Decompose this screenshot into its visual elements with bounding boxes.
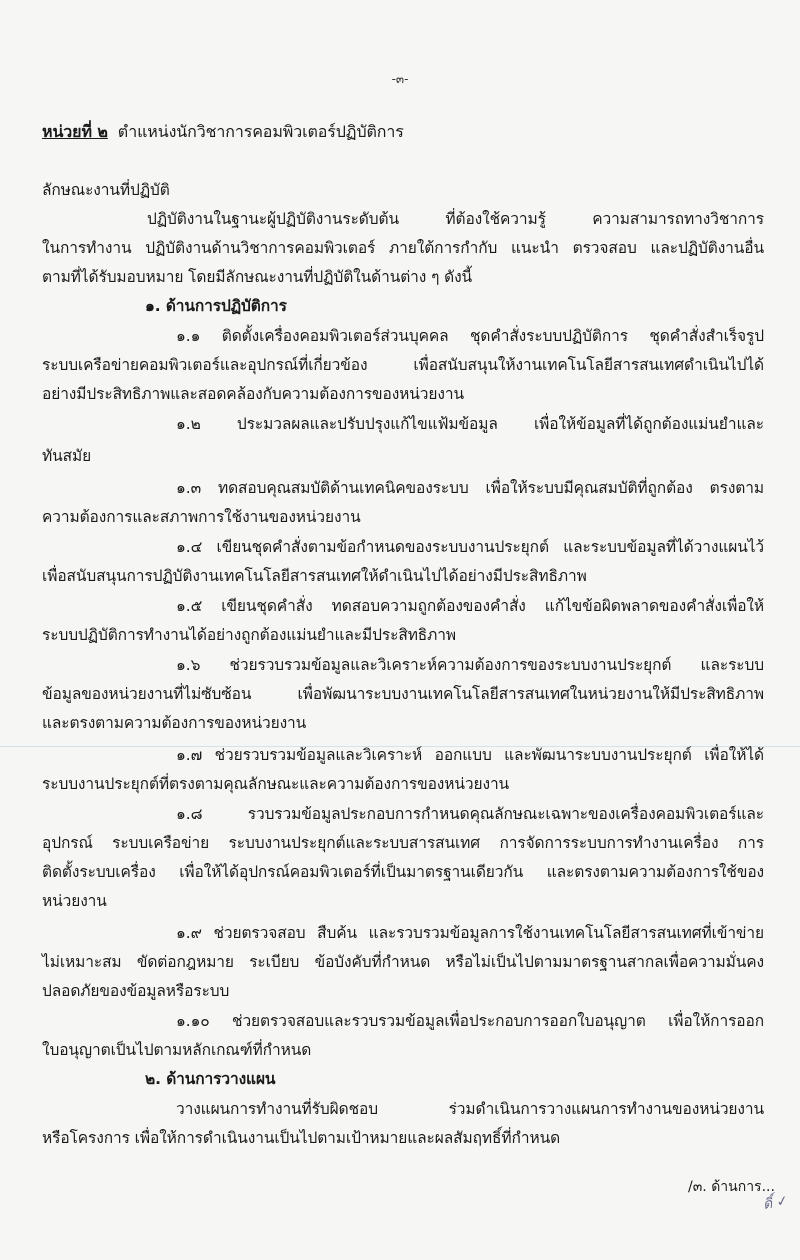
item-1-8-line: ติดตั้งระบบเครื่อง เพื่อให้ได้อุปกรณ์คอมพิวเตอร์ที่เป็นมาตรฐานเดียวกัน และตรงตามความต้องการใช้ของ (42, 863, 764, 881)
item-1-9-line: ๑.๙ ช่วยตรวจสอบ สืบค้น และรวบรวมข้อมูลการใช้งานเทคโนโลยีสารสนเทศที่เข้าข่าย (176, 924, 764, 942)
section-1-heading: ๑. ด้านการปฏิบัติการ (145, 297, 287, 315)
item-1-7-line: ๑.๗ ช่วยรวบรวมข้อมูลและวิเคราะห์ ออกแบบ และพัฒนาระบบงานประยุกต์ เพื่อให้ได้ (176, 746, 764, 764)
item-1-9-line: ปลอดภัยของข้อมูลหรือระบบ (42, 982, 230, 1000)
item-1-1-line: อย่างมีประสิทธิภาพและสอดคล้องกับความต้องการของหน่วยงาน (42, 385, 464, 403)
section-2-heading: ๒. ด้านการวางแผน (145, 1070, 276, 1088)
page-number: -๓- (391, 72, 409, 86)
handwritten-initials: ดิ์ ✓ (761, 1192, 790, 1214)
item-1-6-line: และตรงตามความต้องการของหน่วยงาน (42, 714, 307, 732)
item-1-10-line: ใบอนุญาตเป็นไปตามหลักเกณฑ์ที่กำหนด (42, 1041, 312, 1059)
item-1-3-line: ๑.๓ ทดสอบคุณสมบัติด้านเทคนิคของระบบ เพื่อให้ระบบมีคุณสมบัติที่ถูกต้อง ตรงตาม (176, 479, 764, 497)
intro-line: ตามที่ได้รับมอบหมาย โดยมีลักษณะงานที่ปฏิบัติในด้านต่าง ๆ ดังนี้ (42, 268, 473, 286)
item-1-5-line: ระบบปฏิบัติการทำงานได้อย่างถูกต้องแม่นยำและมีประสิทธิภาพ (42, 626, 457, 644)
item-1-8-line: หน่วยงาน (42, 892, 107, 910)
item-1-6-line: ข้อมูลของหน่วยงานที่ไม่ซับซ้อน เพื่อพัฒนาระบบงานเทคโนโลยีสารสนเทศในหน่วยงานให้มีประสิทธิภาพ (42, 685, 764, 703)
item-1-8-line: ๑.๘ รวบรวมข้อมูลประกอบการกำหนดคุณลักษณะเฉพาะของเครื่องคอมพิวเตอร์และ (176, 805, 764, 823)
item-1-1-line: ๑.๑ ติดตั้งเครื่องคอมพิวเตอร์ส่วนบุคคล ชุดคำสั่งระบบปฏิบัติการ ชุดคำสั่งสำเร็จรูป (176, 327, 764, 345)
item-1-1-line: ระบบเครือข่ายคอมพิวเตอร์และอุปกรณ์ที่เกี่ยวข้อง เพื่อสนับสนุนให้งานเทคโนโลยีสารสนเทศดำเนินไปได้ (42, 356, 764, 374)
item-1-4-line: ๑.๔ เขียนชุดคำสั่งตามข้อกำหนดของระบบงานประยุกต์ และระบบข้อมูลที่ได้วางแผนไว้ (176, 538, 764, 556)
item-1-2-line: ๑.๒ ประมวลผลและปรับปรุงแก้ไขแฟ้มข้อมูล เพื่อให้ข้อมูลที่ได้ถูกต้องแม่นยำและ (176, 415, 764, 433)
unit-label: หน่วยที่ ๒ (42, 122, 108, 141)
position-title: ตำแหน่งนักวิชาการคอมพิวเตอร์ปฏิบัติการ (117, 122, 404, 141)
item-1-7-line: ระบบงานประยุกต์ที่ตรงตามคุณลักษณะและความต้องการของหน่วยงาน (42, 775, 510, 793)
intro-line: ในการทำงาน ปฏิบัติงานด้านวิชาการคอมพิวเตอร์ ภายใต้การกำกับ แนะนำ ตรวจสอบ และปฏิบัติงานอื่น (42, 239, 764, 257)
item-2-line: หรือโครงการ เพื่อให้การดำเนินงานเป็นไปตามเป้าหมายและผลสัมฤทธิ์ที่กำหนด (42, 1129, 561, 1147)
intro-line: ปฏิบัติงานในฐานะผู้ปฏิบัติงานระดับต้น ที่ต้องใช้ความรู้ ความสามารถทางวิชาการ (147, 210, 764, 228)
item-1-2-line: ทันสมัย (42, 447, 92, 465)
item-2-line: วางแผนการทำงานที่รับผิดชอบ ร่วมดำเนินการวางแผนการทำงานของหน่วยงาน (176, 1100, 764, 1118)
item-1-6-line: ๑.๖ ช่วยรวบรวมข้อมูลและวิเคราะห์ความต้องการของระบบงานประยุกต์ และระบบ (176, 656, 764, 674)
item-1-10-line: ๑.๑๐ ช่วยตรวจสอบและรวบรวมข้อมูลเพื่อประกอบการออกใบอนุญาต เพื่อให้การออก (176, 1012, 764, 1030)
document-title (42, 122, 404, 142)
item-1-9-line: ไม่เหมาะสม ขัดต่อกฎหมาย ระเบียบ ข้อบังคับที่กำหนด หรือไม่เป็นไปตามมาตรฐานสากลเพื่อความมั่นคง (42, 953, 764, 971)
item-1-8-line: อุปกรณ์ ระบบเครือข่าย ระบบงานประยุกต์และระบบสารสนเทศ การจัดการระบบการทำงานเครื่อง การ (42, 834, 764, 852)
continued-marker: /๓. ด้านการ... (688, 1179, 775, 1195)
item-1-5-line: ๑.๕ เขียนชุดคำสั่ง ทดสอบความถูกต้องของคำสั่ง แก้ไขข้อผิดพลาดของคำสั่งเพื่อให้ (176, 597, 764, 615)
item-1-3-line: ความต้องการและสภาพการใช้งานของหน่วยงาน (42, 508, 361, 526)
section-heading: ลักษณะงานที่ปฏิบัติ (42, 181, 170, 199)
item-1-4-line: เพื่อสนับสนุนการปฏิบัติงานเทคโนโลยีสารสนเทศให้ดำเนินไปได้อย่างมีประสิทธิภาพ (42, 567, 587, 585)
